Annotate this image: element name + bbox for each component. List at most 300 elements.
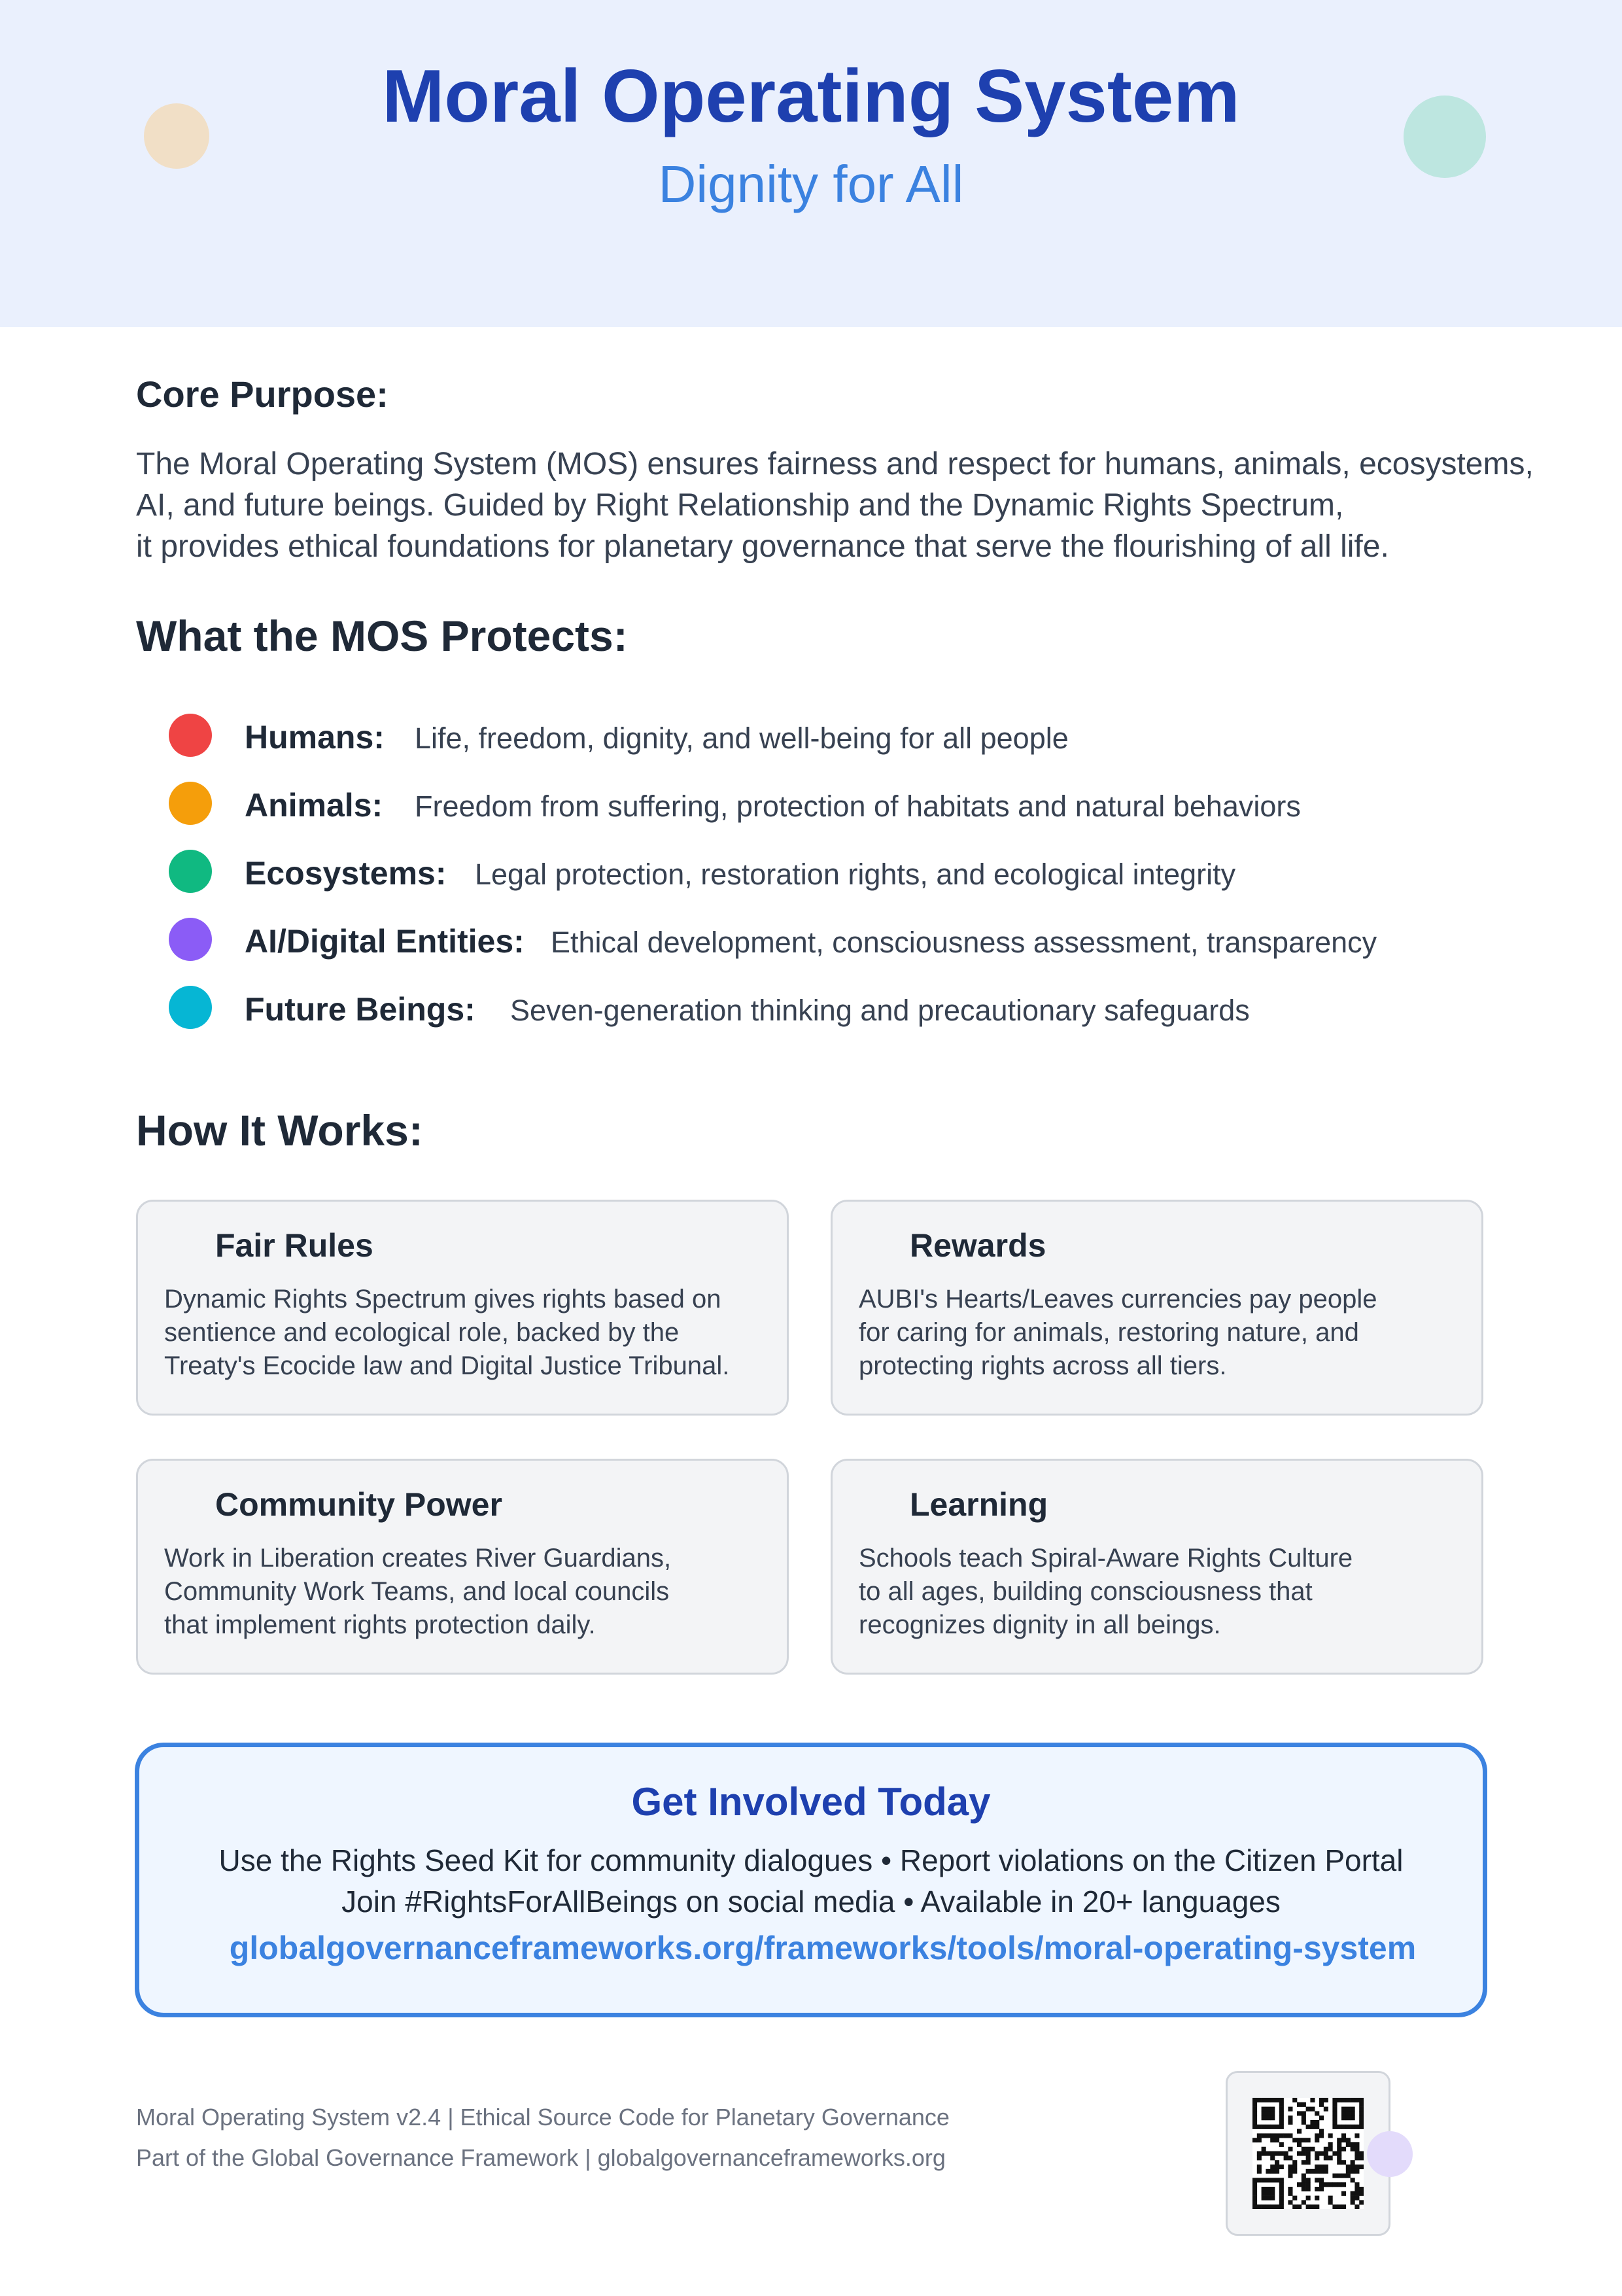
qr-module — [1337, 2174, 1341, 2178]
qr-module — [1359, 2120, 1364, 2125]
qr-module — [1359, 2115, 1364, 2120]
get-involved-box — [135, 1743, 1487, 2017]
qr-module — [1328, 2196, 1333, 2200]
protects-item-desc: Legal protection, restoration rights, and ecological integrity — [475, 858, 1236, 891]
qr-module — [1288, 2120, 1292, 2125]
qr-module — [1252, 2115, 1257, 2120]
qr-module — [1332, 2204, 1337, 2209]
qr-module — [1315, 2133, 1319, 2138]
qr-module — [1351, 2125, 1355, 2129]
qr-module — [1270, 2178, 1275, 2182]
qr-module — [1275, 2204, 1279, 2209]
qr-module — [1341, 2125, 1346, 2129]
qr-module — [1337, 2160, 1341, 2165]
qr-module — [1315, 2169, 1319, 2174]
qr-module — [1279, 2151, 1284, 2156]
qr-module — [1292, 2098, 1297, 2102]
qr-module — [1332, 2111, 1337, 2115]
qr-module — [1337, 2125, 1341, 2129]
qr-module — [1341, 2133, 1346, 2138]
qr-module — [1266, 2111, 1270, 2115]
qr-module — [1279, 2142, 1284, 2147]
qr-module — [1302, 2187, 1306, 2191]
qr-module — [1346, 2142, 1351, 2147]
qr-module — [1252, 2107, 1257, 2112]
qr-module — [1257, 2178, 1262, 2182]
how-it-works-heading: How It Works: — [136, 1106, 423, 1155]
qr-module — [1275, 2160, 1279, 2165]
qr-module — [1279, 2178, 1284, 2182]
qr-module — [1275, 2133, 1279, 2138]
qr-module — [1279, 2204, 1284, 2209]
qr-module — [1279, 2200, 1284, 2204]
qr-module — [1270, 2187, 1275, 2191]
qr-module — [1337, 2204, 1341, 2209]
qr-module — [1262, 2125, 1266, 2129]
qr-module — [1355, 2196, 1359, 2200]
qr-module — [1252, 2200, 1257, 2204]
qr-module — [1351, 2200, 1355, 2204]
qr-module — [1332, 2098, 1337, 2102]
qr-module — [1257, 2138, 1262, 2142]
qr-module — [1306, 2178, 1311, 2182]
qr-module — [1359, 2151, 1364, 2156]
qr-module — [1346, 2165, 1351, 2169]
qr-module — [1262, 2111, 1266, 2115]
orange-dot-icon — [169, 782, 212, 825]
qr-module — [1284, 2133, 1288, 2138]
qr-module — [1315, 2204, 1319, 2209]
qr-module — [1292, 2138, 1297, 2142]
qr-module — [1355, 2151, 1359, 2156]
qr-module — [1310, 2169, 1315, 2174]
qr-module — [1270, 2111, 1275, 2115]
qr-module — [1270, 2169, 1275, 2174]
qr-module — [1270, 2204, 1275, 2209]
qr-module — [1319, 2178, 1324, 2182]
qr-module — [1355, 2182, 1359, 2187]
qr-module — [1306, 2138, 1311, 2142]
qr-module — [1297, 2102, 1302, 2107]
qr-module — [1359, 2098, 1364, 2102]
protects-item-desc: Ethical development, consciousness assessment, transparency — [551, 926, 1377, 959]
qr-module — [1262, 2187, 1266, 2191]
card-body-line: that implement rights protection daily. — [164, 1610, 596, 1639]
qr-module — [1332, 2120, 1337, 2125]
protects-item-animals — [169, 782, 1542, 827]
qr-module — [1341, 2160, 1346, 2165]
card-learning — [831, 1459, 1483, 1675]
qr-module — [1279, 2115, 1284, 2120]
qr-module — [1355, 2187, 1359, 2191]
card-body-line: Community Work Teams, and local councils — [164, 1577, 670, 1606]
qr-module — [1252, 2120, 1257, 2125]
qr-module — [1275, 2125, 1279, 2129]
qr-module — [1302, 2174, 1306, 2178]
qr-module — [1262, 2107, 1266, 2112]
protects-item-label: Ecosystems: — [245, 855, 447, 892]
qr-module — [1306, 2196, 1311, 2200]
qr-code-box — [1226, 2071, 1390, 2236]
qr-module — [1252, 2182, 1257, 2187]
qr-module — [1346, 2169, 1351, 2174]
qr-module — [1346, 2138, 1351, 2142]
qr-module — [1306, 2182, 1311, 2187]
qr-module — [1306, 2204, 1311, 2209]
qr-module — [1266, 2196, 1270, 2200]
qr-module — [1355, 2098, 1359, 2102]
qr-module — [1315, 2187, 1319, 2191]
qr-module — [1257, 2165, 1262, 2169]
qr-module — [1288, 2200, 1292, 2204]
qr-module — [1351, 2147, 1355, 2151]
qr-module — [1302, 2182, 1306, 2187]
qr-module — [1275, 2178, 1279, 2182]
qr-module — [1359, 2187, 1364, 2191]
card-title: Learning — [910, 1486, 1048, 1523]
qr-module — [1351, 2169, 1355, 2174]
protects-item-future-beings — [169, 986, 1542, 1032]
qr-module — [1262, 2098, 1266, 2102]
qr-module — [1355, 2133, 1359, 2138]
qr-module — [1351, 2107, 1355, 2112]
qr-module — [1252, 2191, 1257, 2196]
card-body-line: sentience and ecological role, backed by the — [164, 1318, 680, 1347]
qr-module — [1275, 2169, 1279, 2174]
page-title: Moral Operating System — [382, 55, 1240, 138]
protects-item-label: AI/Digital Entities: — [245, 923, 525, 960]
qr-module — [1252, 2178, 1257, 2182]
qr-module — [1279, 2187, 1284, 2191]
qr-module — [1292, 2196, 1297, 2200]
qr-module — [1351, 2191, 1355, 2196]
qr-module — [1341, 2191, 1346, 2196]
qr-module — [1324, 2182, 1328, 2187]
qr-module — [1346, 2107, 1351, 2112]
qr-module — [1324, 2107, 1328, 2112]
qr-module — [1302, 2111, 1306, 2115]
qr-module — [1337, 2182, 1341, 2187]
qr-module — [1279, 2120, 1284, 2125]
core-purpose-heading: Core Purpose: — [136, 374, 388, 415]
qr-module — [1252, 2125, 1257, 2129]
purple-dot-icon — [169, 918, 212, 961]
qr-module — [1252, 2196, 1257, 2200]
qr-module — [1310, 2107, 1315, 2112]
card-body — [164, 1283, 766, 1383]
qr-module — [1341, 2115, 1346, 2120]
qr-module — [1266, 2187, 1270, 2191]
qr-module — [1270, 2098, 1275, 2102]
qr-module — [1297, 2142, 1302, 2147]
card-body-line: recognizes dignity in all beings. — [859, 1610, 1221, 1639]
qr-module — [1262, 2204, 1266, 2209]
qr-module — [1355, 2191, 1359, 2196]
qr-module — [1315, 2120, 1319, 2125]
qr-module — [1319, 2133, 1324, 2138]
qr-module — [1288, 2165, 1292, 2169]
qr-module — [1319, 2182, 1324, 2187]
qr-module — [1332, 2174, 1337, 2178]
qr-module — [1355, 2155, 1359, 2160]
qr-module — [1288, 2133, 1292, 2138]
qr-module — [1292, 2204, 1297, 2209]
qr-module — [1315, 2178, 1319, 2182]
protects-item-desc: Life, freedom, dignity, and well-being for all people — [415, 722, 1069, 755]
qr-module — [1266, 2191, 1270, 2196]
qr-module — [1275, 2165, 1279, 2169]
qr-module — [1279, 2191, 1284, 2196]
qr-module — [1252, 2138, 1257, 2142]
qr-module — [1306, 2147, 1311, 2151]
qr-module — [1257, 2169, 1262, 2174]
qr-module — [1302, 2102, 1306, 2107]
qr-module — [1266, 2125, 1270, 2129]
qr-module — [1297, 2138, 1302, 2142]
qr-module — [1328, 2182, 1333, 2187]
qr-module — [1270, 2155, 1275, 2160]
qr-module — [1341, 2204, 1346, 2209]
qr-module — [1297, 2151, 1302, 2156]
qr-module — [1341, 2182, 1346, 2187]
card-rewards — [831, 1200, 1483, 1416]
qr-module — [1279, 2111, 1284, 2115]
page-subtitle: Dignity for All — [658, 155, 964, 213]
qr-module — [1355, 2204, 1359, 2209]
qr-module — [1332, 2107, 1337, 2112]
card-title: Fair Rules — [215, 1227, 373, 1264]
qr-module — [1270, 2151, 1275, 2156]
card-body-line: protecting rights across all tiers. — [859, 1351, 1227, 1380]
protects-item-label: Animals: — [245, 787, 383, 824]
qr-module — [1341, 2111, 1346, 2115]
qr-module — [1288, 2191, 1292, 2196]
core-purpose-text — [136, 444, 1614, 567]
qr-module — [1270, 2115, 1275, 2120]
qr-module — [1288, 2107, 1292, 2112]
qr-module — [1262, 2178, 1266, 2182]
qr-module — [1359, 2107, 1364, 2112]
protects-item-label: Future Beings: — [245, 991, 475, 1028]
qr-module — [1257, 2151, 1262, 2156]
card-body-line: Schools teach Spiral-Aware Rights Culture — [859, 1544, 1353, 1573]
qr-module — [1351, 2115, 1355, 2120]
qr-module — [1306, 2151, 1311, 2156]
qr-module — [1324, 2147, 1328, 2151]
qr-module — [1279, 2125, 1284, 2129]
qr-module — [1341, 2107, 1346, 2112]
qr-module — [1337, 2138, 1341, 2142]
qr-module — [1337, 2142, 1341, 2147]
card-body — [859, 1542, 1460, 1642]
qr-module — [1319, 2169, 1324, 2174]
qr-module — [1359, 2200, 1364, 2204]
qr-module — [1324, 2165, 1328, 2169]
card-body-line: for caring for animals, restoring nature, and — [859, 1318, 1359, 1347]
get-involved-title: Get Involved Today — [631, 1780, 991, 1824]
qr-module — [1270, 2196, 1275, 2200]
qr-module — [1266, 2151, 1270, 2156]
qr-module — [1351, 2160, 1355, 2165]
qr-module — [1252, 2204, 1257, 2209]
qr-module — [1319, 2165, 1324, 2169]
qr-module — [1262, 2191, 1266, 2196]
cyan-dot-icon — [169, 986, 212, 1029]
decorative-circle-qr — [1367, 2131, 1413, 2177]
qr-module — [1270, 2133, 1275, 2138]
qr-module — [1252, 2102, 1257, 2107]
protects-item-desc: Seven-generation thinking and precautionary safeguards — [510, 994, 1250, 1027]
qr-module — [1346, 2111, 1351, 2115]
qr-module — [1262, 2151, 1266, 2156]
qr-module — [1310, 2098, 1315, 2102]
qr-module — [1315, 2165, 1319, 2169]
qr-module — [1262, 2115, 1266, 2120]
qr-module — [1351, 2196, 1355, 2200]
qr-module — [1359, 2155, 1364, 2160]
qr-module — [1332, 2115, 1337, 2120]
qr-module — [1270, 2107, 1275, 2112]
qr-module — [1266, 2115, 1270, 2120]
qr-module — [1359, 2125, 1364, 2129]
qr-module — [1337, 2151, 1341, 2156]
qr-module — [1288, 2155, 1292, 2160]
header-banner — [0, 0, 1622, 327]
qr-module — [1332, 2151, 1337, 2156]
footer-line: Part of the Global Governance Framework | globalgovernanceframeworks.org — [136, 2144, 946, 2171]
qr-module — [1270, 2191, 1275, 2196]
qr-module — [1292, 2160, 1297, 2165]
qr-module — [1302, 2120, 1306, 2125]
qr-code-icon — [1252, 2098, 1364, 2209]
qr-module — [1292, 2165, 1297, 2169]
protects-item-desc: Freedom from suffering, protection of habitats and natural behaviors — [415, 790, 1301, 823]
qr-module — [1315, 2196, 1319, 2200]
qr-module — [1355, 2165, 1359, 2169]
qr-module — [1284, 2151, 1288, 2156]
core-purpose-line: The Moral Operating System (MOS) ensures fairness and respect for humans, animals, ecosystems, — [136, 447, 1534, 481]
qr-module — [1306, 2155, 1311, 2160]
qr-module — [1359, 2165, 1364, 2169]
qr-module — [1257, 2098, 1262, 2102]
qr-module — [1297, 2182, 1302, 2187]
protects-item-ecosystems — [169, 850, 1542, 896]
qr-module — [1275, 2098, 1279, 2102]
qr-module — [1328, 2142, 1333, 2147]
qr-module — [1341, 2098, 1346, 2102]
qr-module — [1337, 2098, 1341, 2102]
get-involved-line: Join #RightsForAllBeings on social media • Available in 20+ languages — [341, 1885, 1281, 1919]
qr-module — [1266, 2178, 1270, 2182]
qr-module — [1302, 2138, 1306, 2142]
qr-module — [1310, 2120, 1315, 2125]
card-body-line: AUBI's Hearts/Leaves currencies pay people — [859, 1285, 1377, 1313]
qr-module — [1270, 2165, 1275, 2169]
qr-module — [1266, 2107, 1270, 2112]
qr-module — [1252, 2098, 1257, 2102]
qr-module — [1315, 2151, 1319, 2156]
qr-module — [1315, 2155, 1319, 2160]
qr-module — [1302, 2115, 1306, 2120]
qr-module — [1292, 2169, 1297, 2174]
qr-module — [1262, 2196, 1266, 2200]
qr-module — [1324, 2155, 1328, 2160]
protects-item-ai-digital — [169, 918, 1542, 964]
qr-module — [1359, 2191, 1364, 2196]
framework-link[interactable]: globalgovernanceframeworks.org/frameworks/tools/moral-operating-system — [229, 1930, 1417, 1966]
qr-module — [1288, 2115, 1292, 2120]
qr-module — [1302, 2178, 1306, 2182]
qr-module — [1346, 2098, 1351, 2102]
qr-module — [1328, 2133, 1333, 2138]
qr-module — [1266, 2169, 1270, 2174]
qr-module — [1279, 2165, 1284, 2169]
qr-module — [1297, 2204, 1302, 2209]
qr-module — [1332, 2125, 1337, 2129]
qr-module — [1279, 2107, 1284, 2112]
card-fair-rules — [136, 1200, 789, 1416]
qr-module — [1270, 2125, 1275, 2129]
qr-module — [1328, 2147, 1333, 2151]
qr-module — [1328, 2155, 1333, 2160]
qr-module — [1262, 2147, 1266, 2151]
qr-module — [1337, 2147, 1341, 2151]
qr-module — [1279, 2196, 1284, 2200]
qr-module — [1257, 2155, 1262, 2160]
qr-module — [1359, 2111, 1364, 2115]
qr-module — [1302, 2147, 1306, 2151]
qr-module — [1341, 2138, 1346, 2142]
card-community-power — [136, 1459, 789, 1675]
card-body — [164, 1542, 766, 1642]
qr-module — [1279, 2182, 1284, 2187]
card-body-line: Work in Liberation creates River Guardians, — [164, 1544, 672, 1573]
protects-heading: What the MOS Protects: — [136, 612, 628, 660]
qr-module — [1302, 2151, 1306, 2156]
qr-module — [1279, 2102, 1284, 2107]
qr-module — [1319, 2151, 1324, 2156]
qr-module — [1324, 2151, 1328, 2156]
qr-module — [1284, 2155, 1288, 2160]
protects-item-humans — [169, 714, 1542, 759]
qr-module — [1337, 2155, 1341, 2160]
qr-module — [1332, 2102, 1337, 2107]
qr-module — [1319, 2115, 1324, 2120]
qr-module — [1324, 2169, 1328, 2174]
red-dot-icon — [169, 714, 212, 757]
qr-module — [1355, 2142, 1359, 2147]
qr-module — [1288, 2169, 1292, 2174]
qr-module — [1288, 2187, 1292, 2191]
card-title: Rewards — [910, 1227, 1046, 1264]
qr-module — [1306, 2169, 1311, 2174]
qr-module — [1315, 2111, 1319, 2115]
card-body-line: to all ages, building consciousness that — [859, 1577, 1313, 1606]
qr-module — [1351, 2111, 1355, 2115]
qr-module — [1302, 2160, 1306, 2165]
qr-module — [1310, 2204, 1315, 2209]
qr-module — [1355, 2169, 1359, 2174]
qr-module — [1359, 2102, 1364, 2107]
card-title: Community Power — [215, 1486, 502, 1523]
qr-module — [1355, 2147, 1359, 2151]
qr-code-graphic — [1252, 2098, 1364, 2209]
qr-module — [1279, 2098, 1284, 2102]
qr-module — [1279, 2133, 1284, 2138]
qr-module — [1288, 2147, 1292, 2151]
qr-module — [1351, 2178, 1355, 2182]
qr-module — [1257, 2133, 1262, 2138]
